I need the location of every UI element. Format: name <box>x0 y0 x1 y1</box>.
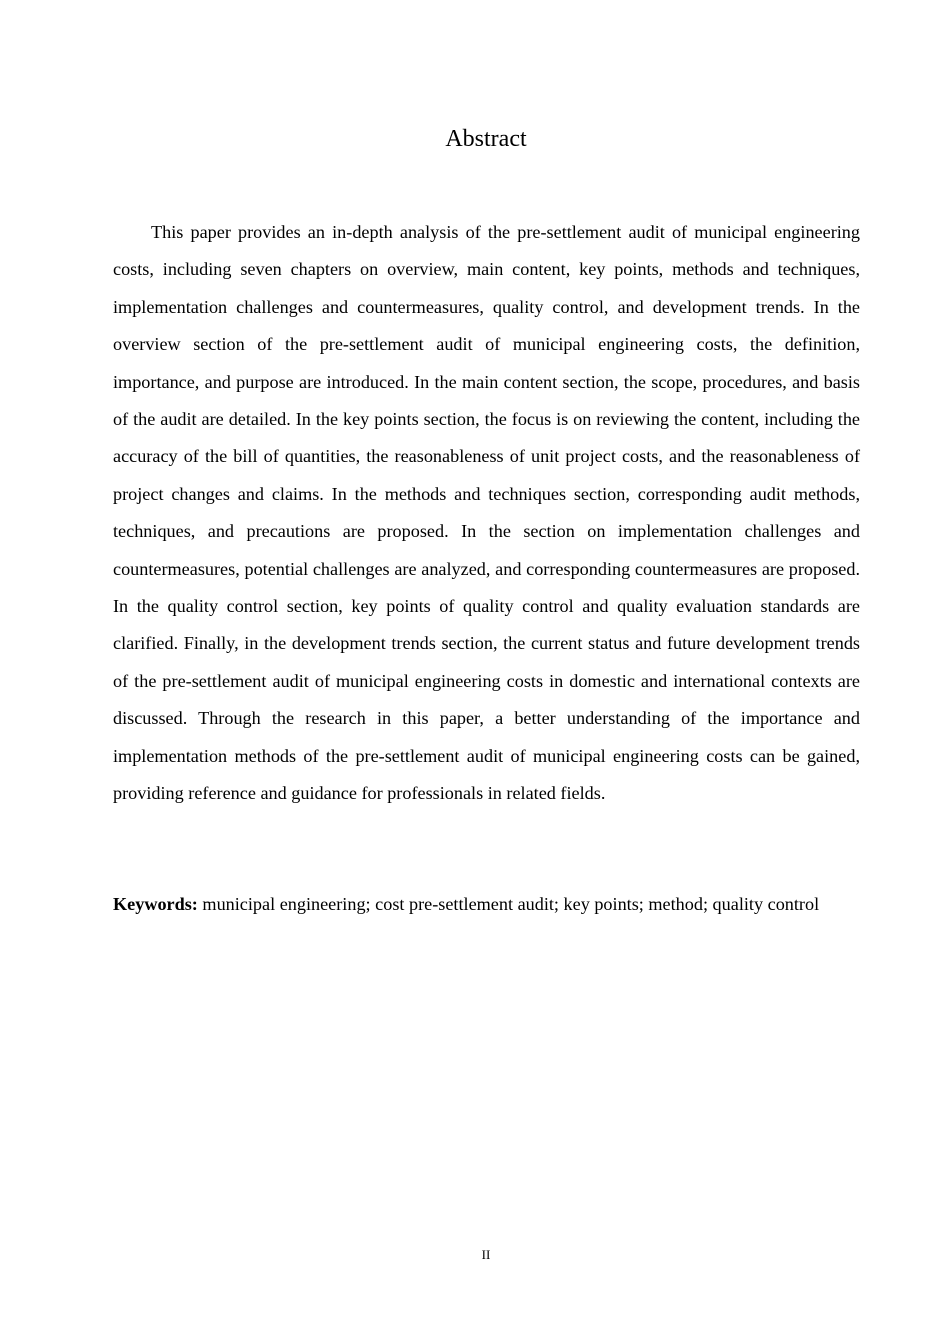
keywords-label: Keywords: <box>113 894 198 914</box>
abstract-body: This paper provides an in-depth analysis of the pre-settlement audit of municipal engineering costs, including seven chapters on overview, main content, key points, methods and techniques, implementation challenges and countermeasures, quality control, and development trends. In the overview section of the pre-settlement audit of municipal engineering costs, the definition, importance, and purpose are introduced. In the main content section, the scope, procedures, and basis of the audit are detailed. In the key points section, the focus is on reviewing the content, including the accuracy of the bill of quantities, the reasonableness of unit project costs, and the reasonableness of project changes and claims. In the methods and techniques section, corresponding audit methods, techniques, and precautions are proposed. In the section on implementation challenges and countermeasures, potential challenges are analyzed, and corresponding countermeasures are proposed. In the quality control section, key points of quality control and quality evaluation standards are clarified. Finally, in the development trends section, the current status and future development trends of the pre-settlement audit of municipal engineering costs in domestic and international contexts are discussed. Through the research in this paper, a better understanding of the importance and implementation methods of the pre-settlement audit of municipal engineering costs can be gained, providing reference and guidance for professionals in related fields. <box>113 222 860 804</box>
abstract-title: Abstract <box>445 126 527 152</box>
keywords-line <box>113 886 873 923</box>
keywords-text: municipal engineering; cost pre-settlement audit; key points; method; quality control <box>202 894 820 914</box>
page-number: II <box>481 1247 491 1262</box>
